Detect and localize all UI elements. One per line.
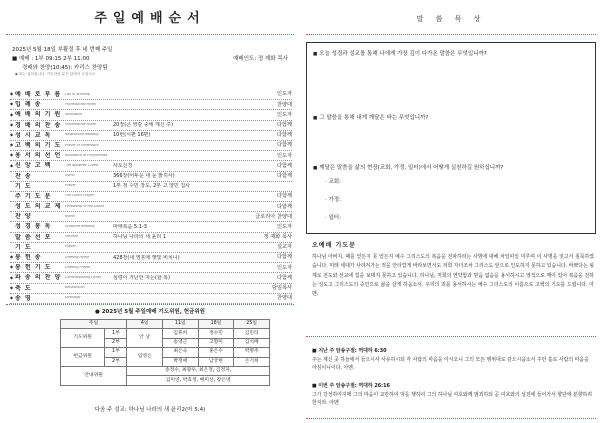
order-person: 다함께 [276,142,292,149]
order-bullet: ◆ [10,274,14,280]
duty-cell: 박명주 [234,348,270,357]
order-item [10,212,292,222]
service-times: ■ 예배 : 1부 09:15 2부 11:00 [12,56,90,63]
order-item [10,233,292,243]
service-leader: 예배인도: 정 재화 목사 [233,56,288,63]
order-english: Doxology [65,296,81,300]
title-divider [6,34,294,35]
order-english: Prayer [65,184,76,188]
order-name: 예 배 로 부 름 [15,91,62,98]
time-row [12,55,288,64]
order-english: Prayer [65,245,76,249]
order-name: 경 배 의 찬 송 [15,121,62,129]
order-item [10,202,292,212]
last-week-text: 주는 계신 곳 하늘에서 들으시사 사유하시되 각 사람의 마음을 아시오니 그의 모든 행위대로 갚으시옵소서 주만 홀로 사람의 마음을 아심이니이다. 아멘. [312,356,589,372]
order-person: 인도자 [276,264,292,271]
duty-cell: 박정애 [163,357,199,366]
duty-row [61,366,270,375]
order-english: Processional Hymn [65,123,97,127]
order-name: 봉 헌 송 [15,254,42,261]
duty-cell: 남궁현 [198,357,234,366]
order-english: Fellowship of the Saints [65,204,105,208]
order-bullet: ◆ [10,142,14,148]
order-person: 다함께 [276,193,292,200]
order-content: 사도신경 [113,162,133,169]
question-2 [313,115,428,122]
order-item [10,100,292,110]
this-week-head: ■ 이번 주 암송구절: 역대하 26:16 [312,383,390,389]
duty-cell: 정수민 [198,329,234,338]
order-bullet: ◆ [10,91,14,97]
order-content: 마태복음 5:1-3 [113,224,147,231]
order-list [10,90,292,304]
order-english: The Lord's Prayer [65,194,94,198]
order-bullet: ◆ [10,131,14,137]
square-icon: ■ [313,166,318,171]
order-content: 366장(어두운 내 눈 밝히사) [113,173,175,180]
meditation-title: 말 씀 묵 상 [416,15,486,23]
answer-work[interactable] [325,215,341,222]
page-title: 주일예배순서 [94,11,206,26]
duty-cell: 임영은 [127,348,163,367]
order-person: 설교자 [276,244,292,251]
duty-group-prayer: 기도위원 [61,329,105,348]
order-item [10,141,292,151]
duty-cell: 고향미 [198,338,234,347]
praise-team: 경배와 찬양(10:45): 카리스 찬양팀 [22,64,108,71]
order-person: 인도자 [276,152,292,159]
order-item [10,90,292,100]
order-name: 성 도 의 교 제 [15,203,62,211]
duty-title: ● 2025년 5월 주일예배 기도위원, 헌금위원 [95,309,205,315]
order-content: 하나님 나라의 새 윤리 1 [113,234,167,241]
duty-group-offering: 헌금위원 [61,348,105,367]
answer-home[interactable] [325,197,341,204]
order-name: 성 경 봉 독 [15,223,52,231]
section-divider [6,304,294,305]
order-name: 축 도 [15,284,32,292]
order-bullet: ◆ [10,121,14,127]
order-english: Benediction [65,286,85,290]
order-person: 찬양대 [276,295,292,302]
title-divider [306,34,596,35]
order-english: Offering Prayer [65,265,91,269]
order-content: 10번(시편 16편) [113,132,151,139]
order-person: 다함께 [276,122,292,129]
order-item [10,284,292,294]
order-person: 다함께 [276,132,292,139]
order-bullet: ◆ [10,294,14,300]
usher-names: 송정수, 최광우, 최은정, 김정자, [127,366,270,375]
order-name: 용 서 의 선 언 [15,152,62,160]
duty-row [61,329,270,338]
order-person: 인도자 [276,91,292,98]
order-item [10,263,292,273]
duty-sub: 1부 [105,329,127,338]
order-english: Sermon [65,235,78,239]
date-row [12,46,288,55]
duty-sub: 2부 [105,357,127,366]
order-bullet: ◆ [10,152,14,158]
order-name: 봉 헌 기 도 [15,264,52,272]
question-text: 그 말씀을 통해 내게 깨달은 바는 무엇입니까? [319,115,429,121]
order-bullet: ◆ [10,254,14,260]
order-english: The Apostles' Creed [65,163,98,167]
duty-row [61,348,270,357]
order-name: 신 앙 고 백 [15,162,52,170]
duty-header-cell: 4일 [127,320,163,329]
order-person: 인도자 [276,111,292,118]
prayer-text: 하나님 아버지, 때를 얻든지 못 얻든지 예수 그리스도의 복음을 전파하라는 사명에 대해 차일피일 미루며 이 사명을 잊고서 침묵하였습니다. 미래 세대가 사라져가는 것을 안타깝게 바라보면서도 저희 자녀조차 그리스도 앞으로 인도하지 못하고 있습니다. 바쁘다는 핑계로 전도와 선교에 힘을 보태지 못하고 있습니다. 하나님, 저희의 연약함과 믿음 없음을 용서하시고 영적으로 깨어 있어 복음을 전하는 성도고 그리스도의 증인으로 삶을 살게 하옵소서. 우리의 죄를 용서하시는 예수 그리스도의 이름으로 고백의 기도를 드립니다. 아멘. [312,254,594,298]
order-item [10,294,292,304]
answer-label: · 교회: [325,179,341,185]
order-english: Processional Hymn [65,102,97,106]
order-bullet: ◆ [10,264,14,270]
order-english: Assurance of Forgiveness [65,153,108,157]
order-person: 다함께 [276,172,292,179]
service-info [12,46,288,80]
order-item [10,253,292,263]
order-person: 다함께 [276,274,292,281]
order-person: 다함께 [276,203,292,210]
order-person: 찬양대 [276,101,292,108]
order-person: 다함께 [276,254,292,261]
usher-label: 안내위원 [61,366,127,385]
order-content: 심령이 가난한 자는(찰 복) [113,274,170,281]
posture-note: ◆ 표는 일어섭니다. 기도하신 분은 앞에서 주십시오 [15,72,96,76]
order-item [10,182,292,192]
question-text: 깨달은 말씀을 삶의 현장(교회, 가정, 일터)에서 어떻게 실천하길 원하십니까? [319,165,504,171]
meditation-box [306,42,596,234]
answer-label: · 가정: [325,197,341,203]
question-text: 오늘 성경과 설교를 통해 나에게 가장 깊이 다가온 말씀은 무엇입니까? [319,51,487,57]
order-bullet: ◆ [10,284,14,290]
next-week-sermon: 다음 주 설교: 하나님 나라의 새 윤리2(마 5:4) [94,407,206,413]
order-item [10,110,292,120]
order-english: Offering Hymn [65,255,90,259]
order-name: 말 씀 선 포 [15,233,52,241]
usher-names: 김미연, 박효정, 배미선, 장은영 [127,376,270,385]
duty-cell: 김휴희 [163,329,199,338]
order-name: 파 송 의 찬 양 [15,274,62,282]
this-week-text: 그가 강성하여지매 그의 마음이 교만하여 악을 행하여 그의 하나님 여호와께 범죄하되 곧 여호와의 성전에 들어가서 향단에 분향하려 한지라. 아멘 [312,391,592,407]
last-week-head: ■ 지난 주 암송구절: 역대하 6:30 [312,348,387,354]
order-person: 담임목사 [271,285,292,292]
last-week-verse [312,347,594,373]
answer-church[interactable] [325,179,341,186]
order-english: Invocation [65,112,83,116]
order-item [10,151,292,161]
order-name: 찬 양 [15,213,32,221]
order-english: Call to Worship [65,92,91,96]
order-name: 송 영 [15,294,32,302]
meditation-page [306,6,596,418]
order-item [10,131,292,141]
order-item [10,192,292,202]
order-person: 다함께 [276,162,292,169]
section-divider [306,336,596,337]
duty-cell: 홍은수 [198,348,234,357]
duty-header-cell: 주일 [61,320,127,329]
order-item [10,161,292,171]
order-item [10,273,292,283]
duty-cell: 송영근 [163,338,199,347]
order-content: 20장(큰 영광 중에 계신 주) [113,122,174,129]
order-bullet: ◆ [10,162,14,168]
duty-cell: 김석배 [234,338,270,347]
order-person: 정 재화 목사 [263,234,292,241]
duty-cell: 손기희 [234,357,270,366]
duty-header-cell: 11일 [163,320,199,329]
order-english: Responsive Reading [65,133,99,137]
order-english: Scripture Reading [65,225,95,229]
worship-order-page [6,6,294,418]
order-english: Hymn [65,174,75,178]
order-name: 예 배 의 기 원 [15,111,62,119]
this-week-verse [312,382,594,408]
question-3 [313,165,503,172]
order-content: 428장(내 영혼에 햇빛 비치니) [113,254,180,261]
order-item [10,243,292,253]
duty-cell: 김민티 [234,329,270,338]
order-item [10,121,292,131]
duty-header-row [61,320,270,329]
title-bar [6,6,294,36]
order-bullet: ◆ [10,101,14,107]
order-english: Commissioning Hymn [65,275,101,279]
order-name: 찬 송 [15,172,32,180]
answer-label: · 일터: [325,215,341,221]
order-name: 기 도 [15,243,32,251]
duty-cell: 안 낭 [127,329,163,348]
order-name: 고 백 의 기 도 [15,141,62,149]
order-person: 글로리아 찬양대 [255,213,292,220]
duty-header-cell: 18일 [198,320,234,329]
duty-header-cell: 25일 [234,320,270,329]
order-name: 입 례 송 [15,101,42,109]
order-name: 기 도 [15,182,32,190]
duty-cell: 최은숙 [163,348,199,357]
duty-sub: 1부 [105,348,127,357]
square-icon: ■ [313,116,318,121]
date-line: 2025년 5월 18일 부활절 후 네 번째 주일 [12,47,113,54]
order-english: Hymn [65,214,75,218]
order-item [10,222,292,232]
order-content: 1부 정 수민 장도, 2부 고 양민 집사 [113,183,191,190]
order-name: 성 시 교 독 [15,131,52,139]
order-person: 인도자 [276,223,292,230]
order-item [10,172,292,182]
order-name: 주 기 도 문 [15,192,52,200]
order-bullet: ◆ [10,111,14,117]
duty-sub: 2부 [105,338,127,347]
square-icon: ■ [313,52,318,57]
prayer-title: 오예배 기도문 [312,242,356,249]
bottom-divider [306,418,596,419]
duty-table [60,319,270,386]
question-1 [313,51,487,58]
order-english: Prayer of confession [65,143,99,147]
